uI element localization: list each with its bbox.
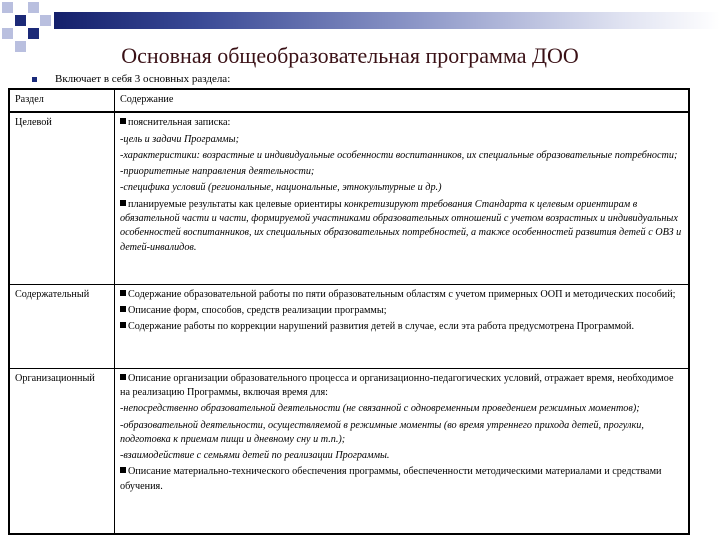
content-line	[120, 304, 684, 318]
content-text: -приоритетные направления деятельности;	[120, 166, 315, 178]
content-text: Описание организации образовательного процесса и организационно-педагогических условий, отражает время, необходимое на реализацию Программы, включая время для:	[120, 372, 674, 399]
content-text: -образовательной деятельности, осуществляемой в режимные моменты (во время утреннего прихода детей, прогулки, подготовка к приемам пищи и дневному сну и т.п.);	[120, 419, 644, 445]
content-text: -непосредственно образовательной деятельности (не связанной с одновременным проведением режимных моментов);	[120, 403, 640, 415]
header-content: Содержание	[115, 89, 690, 112]
square-bullet-icon	[120, 322, 126, 328]
section-name: Целевой	[9, 112, 115, 284]
section-content	[115, 284, 690, 368]
content-line	[120, 288, 684, 302]
content-text: Описание форм, способов, средств реализации программы;	[128, 305, 387, 317]
square-bullet-icon	[120, 290, 126, 296]
content-text: планируемые результаты как целевые ориентиры	[128, 198, 342, 210]
banner-gradient-bar	[54, 12, 720, 29]
square-bullet-icon	[120, 200, 126, 206]
content-line	[120, 116, 684, 130]
decor-square-1	[2, 2, 13, 13]
content-line	[120, 165, 684, 179]
content-line	[120, 449, 684, 463]
sections-table	[8, 88, 690, 535]
content-line	[120, 198, 684, 255]
content-text: Содержание образовательной работы по пяти образовательным областям с учетом примерных ООП и методических пособий;	[128, 288, 676, 300]
content-line	[120, 419, 684, 448]
bullet-icon	[32, 77, 37, 82]
page-title: Основная общеобразовательная программа ДОО	[121, 43, 579, 68]
content-text: Описание материально-технического обеспечения программы, обеспеченности методическими материалами и средствами обучения.	[120, 466, 662, 492]
content-text: -цель и задачи Программы;	[120, 133, 239, 145]
content-line	[120, 149, 684, 163]
intro-bullet	[32, 73, 230, 85]
table-row-organizational	[9, 368, 689, 534]
table-row-target	[9, 112, 689, 284]
content-text: пояснительная записка:	[128, 117, 231, 129]
content-italic-text: конкретизируют требования Стандарта к целевым ориентирам в обязательной части и части, формируемой участниками образовательных отношений с учетом возрастных и индивидуальных особенностей воспитанников, их специальных образовательных потребностей, а также особенностей развития детей с ОВЗ и детей-инвалидов.	[120, 198, 682, 253]
intro-text: Включает в себя 3 основных раздела:	[55, 73, 231, 85]
decor-square-5	[2, 28, 13, 39]
content-line	[120, 133, 684, 147]
decor-square-4	[40, 15, 51, 26]
content-text: -характеристики: возрастные и индивидуальные особенности воспитанников, их специальные образовательные потребности;	[120, 149, 678, 161]
square-bullet-icon	[120, 306, 126, 312]
decor-square-3	[15, 15, 26, 26]
content-line	[120, 465, 684, 494]
table-row-content	[9, 284, 689, 368]
content-line	[120, 181, 684, 195]
content-text: Содержание работы по коррекции нарушений развития детей в случае, если эта работа предусмотрена Программой.	[128, 321, 635, 333]
content-line	[120, 402, 684, 416]
section-name: Организационный	[9, 368, 115, 534]
header-section: Раздел	[9, 89, 115, 112]
content-line	[120, 320, 684, 334]
table-header-row	[9, 89, 689, 112]
decor-square-6	[28, 28, 39, 39]
square-bullet-icon	[120, 118, 126, 124]
content-line	[120, 372, 684, 401]
section-content	[115, 112, 690, 284]
square-bullet-icon	[120, 374, 126, 380]
section-content	[115, 368, 690, 534]
content-text: -взаимодействие с семьями детей по реализации Программы.	[120, 450, 390, 462]
section-name: Содержательный	[9, 284, 115, 368]
square-bullet-icon	[120, 467, 126, 473]
decor-square-2	[28, 2, 39, 13]
content-text: -специфика условий (региональные, национальные, этнокультурные и др.)	[120, 182, 442, 194]
